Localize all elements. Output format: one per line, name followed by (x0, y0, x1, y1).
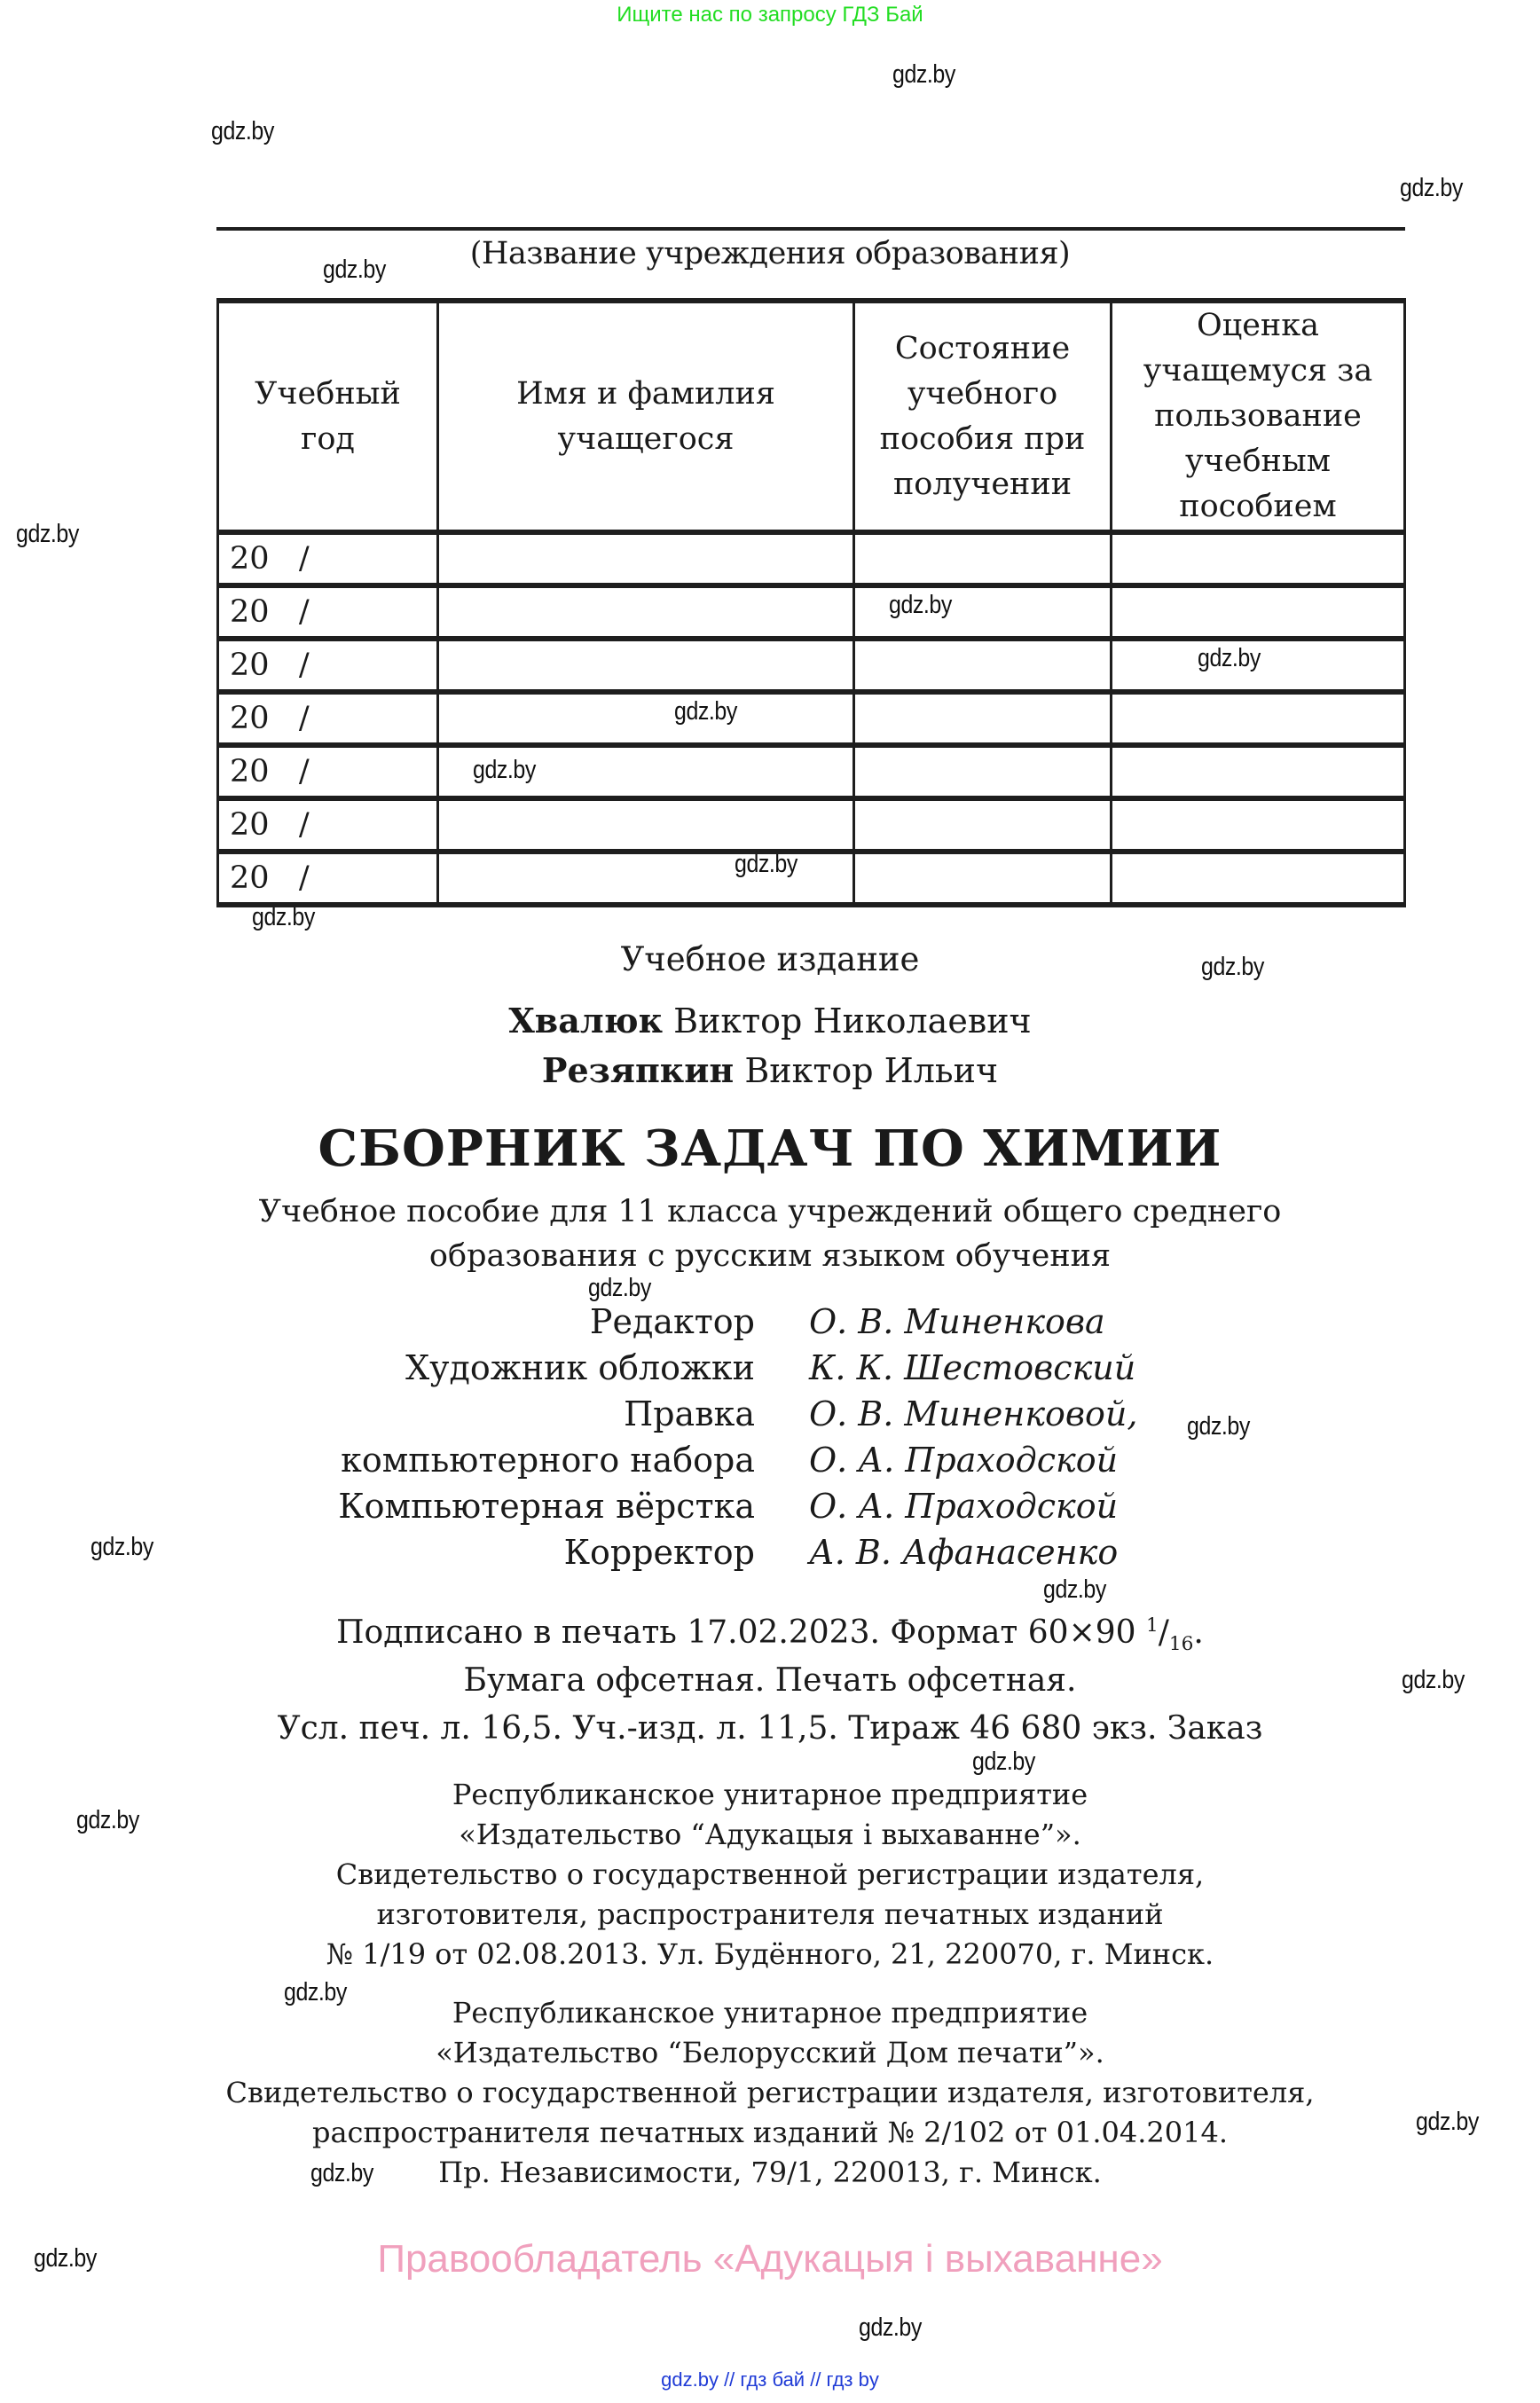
cell-grade[interactable] (1112, 745, 1405, 798)
header-book-condition: Состояние учебного пособия при получении (854, 301, 1112, 532)
imprint-signed-text: Подписано в печать 17.02.2023. Формат 60×90 (336, 1614, 1147, 1651)
credit-name: О. В. Миненковой, (809, 1394, 1138, 1433)
watermark: gdz.by (892, 60, 955, 89)
credit-row (0, 1394, 1540, 1441)
author-line (0, 1050, 1540, 1090)
institution-name-line (216, 227, 1405, 231)
cell-name[interactable] (438, 585, 854, 639)
credits-list (0, 1302, 1540, 1579)
credit-role: Правка (624, 1394, 755, 1433)
author-given-names: Виктор Николаевич (673, 1001, 1032, 1041)
watermark: gdz.by (473, 756, 536, 784)
author-surname: Резяпкин (541, 1050, 735, 1090)
cell-year[interactable]: 20 / (218, 692, 438, 745)
credit-role: Художник обложки (405, 1348, 755, 1387)
cell-state[interactable] (854, 852, 1112, 905)
credit-name: О. А. Праходской (809, 1441, 1119, 1480)
cell-grade[interactable] (1112, 852, 1405, 905)
printer-line: Свидетельство о государственной регистрации издателя, изготовителя, (225, 2076, 1315, 2109)
header-school-year: Учебный год (218, 301, 438, 532)
printer-line: распространителя печатных изданий № 2/102 от 01.04.2014. (311, 2116, 1229, 2149)
textbook-register-table (216, 298, 1406, 907)
imprint-signed-line: Подписано в печать 17.02.2023. Формат 60×90 $^1/_{16}$. (336, 1614, 1204, 1656)
publisher-line: изготовителя, распространителя печатных изданий (376, 1897, 1164, 1931)
cell-name[interactable] (438, 692, 854, 745)
cell-year[interactable]: 20 / (218, 532, 438, 585)
author-surname: Хвалюк (508, 1001, 664, 1041)
cell-grade[interactable] (1112, 532, 1405, 585)
table-row (218, 639, 1405, 692)
institution-caption: (Название учреждения образования) (469, 236, 1071, 271)
printer-line: Пр. Независимости, 79/1, 220013, г. Минск. (438, 2156, 1102, 2189)
table-header-row (218, 301, 1405, 532)
watermark: gdz.by (76, 1806, 139, 1834)
cell-state[interactable] (854, 532, 1112, 585)
credit-row (0, 1487, 1540, 1533)
cell-year[interactable]: 20 / (218, 798, 438, 852)
watermark: gdz.by (284, 1978, 347, 2006)
cell-name[interactable] (438, 745, 854, 798)
credit-name: О. В. Миненкова (809, 1302, 1105, 1341)
credit-role: Редактор (589, 1302, 755, 1341)
cell-name[interactable] (438, 639, 854, 692)
cell-grade[interactable] (1112, 692, 1405, 745)
watermark: gdz.by (859, 2313, 922, 2342)
watermark: gdz.by (1201, 953, 1264, 981)
table-row (218, 745, 1405, 798)
cell-year[interactable]: 20 / (218, 639, 438, 692)
publisher-line: Свидетельство о государственной регистрации издателя, (335, 1857, 1205, 1891)
cell-name[interactable] (438, 532, 854, 585)
watermark: gdz.by (1402, 1666, 1465, 1694)
cell-year[interactable]: 20 / (218, 852, 438, 905)
watermark: gdz.by (252, 903, 315, 931)
watermark: gdz.by (972, 1747, 1035, 1776)
credit-name: К. К. Шестовский (809, 1348, 1136, 1387)
watermark: gdz.by (1400, 174, 1463, 202)
author-given-names: Виктор Ильич (744, 1051, 999, 1090)
format-fraction-numerator: 1 (1146, 1614, 1159, 1637)
watermark: gdz.by (1187, 1412, 1250, 1441)
cell-state[interactable] (854, 798, 1112, 852)
credit-role: Компьютерная вёрстка (338, 1487, 755, 1526)
cell-grade[interactable] (1112, 639, 1405, 692)
cell-grade[interactable] (1112, 798, 1405, 852)
credit-name: А. В. Афанасенко (809, 1533, 1119, 1572)
table-row (218, 585, 1405, 639)
table-row (218, 532, 1405, 585)
credit-name: О. А. Праходской (809, 1487, 1119, 1526)
watermark: gdz.by (588, 1274, 651, 1302)
watermark: gdz.by (34, 2244, 97, 2273)
subtitle-line: образования с русским языком обучения (428, 1238, 1112, 1274)
top-search-banner[interactable]: Ищите нас по запросу ГДЗ Бай (617, 3, 923, 27)
watermark: gdz.by (211, 117, 274, 145)
header-student-name: Имя и фамилия учащегося (438, 301, 854, 532)
cell-name[interactable] (438, 798, 854, 852)
watermark: gdz.by (735, 850, 798, 878)
subtitle-line: Учебное пособие для 11 класса учреждений общего среднего (258, 1194, 1282, 1229)
credit-row (0, 1533, 1540, 1579)
printer-line: «Издательство “Белорусский Дом печати”». (436, 2036, 1104, 2069)
table-row (218, 852, 1405, 905)
cell-year[interactable]: 20 / (218, 745, 438, 798)
bottom-site-links[interactable]: gdz.by // гдз бай // гдз by (661, 2368, 879, 2391)
printer-line: Республиканское унитарное предприятие (452, 1996, 1088, 2030)
credit-role: Корректор (563, 1533, 755, 1572)
table-row (218, 692, 1405, 745)
publisher-line: «Издательство “Адукацыя і выхаванне”». (459, 1818, 1081, 1851)
cell-state[interactable] (854, 745, 1112, 798)
publisher-line: Республиканское унитарное предприятие (452, 1778, 1088, 1811)
watermark: gdz.by (323, 255, 386, 284)
imprint-paper-line: Бумага офсетная. Печать офсетная. (463, 1662, 1077, 1699)
cell-year[interactable]: 20 / (218, 585, 438, 639)
cell-grade[interactable] (1112, 585, 1405, 639)
watermark: gdz.by (1198, 644, 1261, 672)
watermark: gdz.by (16, 520, 79, 548)
edition-type: Учебное издание (620, 940, 920, 978)
credit-row (0, 1348, 1540, 1394)
table-row (218, 798, 1405, 852)
cell-state[interactable] (854, 692, 1112, 745)
rights-holder-notice: Правообладатель «Адукацыя і выхаванне» (377, 2237, 1163, 2281)
author-line (0, 1001, 1540, 1041)
format-fraction-denominator: 16 (1168, 1633, 1194, 1656)
credit-row (0, 1302, 1540, 1348)
credit-row (0, 1441, 1540, 1487)
cell-state[interactable] (854, 585, 1112, 639)
publisher-line: № 1/19 от 02.08.2013. Ул. Будённого, 21, 220070, г. Минск. (326, 1937, 1214, 1971)
watermark: gdz.by (889, 591, 952, 619)
watermark: gdz.by (674, 697, 737, 726)
watermark: gdz.by (90, 1533, 153, 1561)
cell-state[interactable] (854, 639, 1112, 692)
book-title: СБОРНИК ЗАДАЧ ПО ХИМИИ (318, 1119, 1222, 1178)
watermark: gdz.by (310, 2159, 373, 2187)
imprint-volume-line: Усл. печ. л. 16,5. Уч.-изд. л. 11,5. Тираж 46 680 экз. Заказ (277, 1710, 1263, 1747)
header-student-grade: Оценка учащемуся за пользование учебным пособием (1112, 301, 1405, 532)
cell-name[interactable] (438, 852, 854, 905)
credit-role: компьютерного набора (341, 1441, 755, 1480)
watermark: gdz.by (1043, 1575, 1106, 1604)
watermark: gdz.by (1416, 2108, 1479, 2136)
